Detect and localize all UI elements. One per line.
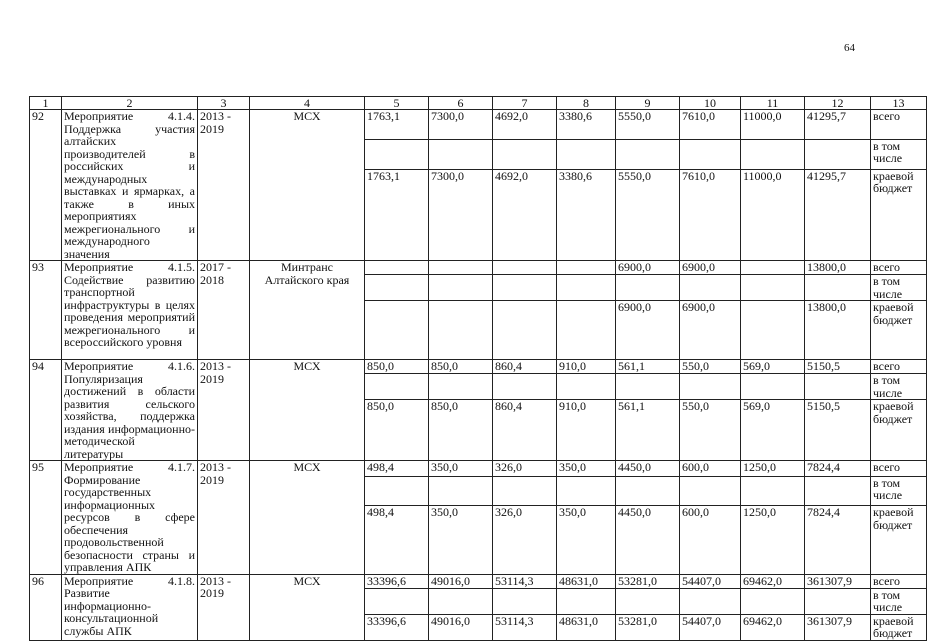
row-number: 94 [30,360,62,461]
amount-cell: 910,0 [557,360,616,374]
amount-cell: 1250,0 [741,461,805,477]
amount-cell: 53281,0 [616,614,680,640]
period-cell: 2013 - 2019 [198,574,250,640]
amount-cell [616,139,680,169]
amount-cell [741,301,805,360]
amount-cell [365,261,429,275]
amount-cell: 69462,0 [741,574,805,588]
amount-cell: 4692,0 [493,110,557,140]
funding-source-label: краевой бюджет [871,301,927,360]
amount-cell [429,139,493,169]
period-cell: 2013 - 2019 [198,110,250,261]
funding-source-label: всего [871,461,927,477]
amount-cell: 6900,0 [616,261,680,275]
amount-cell [493,261,557,275]
amount-cell: 361307,9 [805,614,871,640]
executor-cell: МСХ [250,110,365,261]
period-cell: 2013 - 2019 [198,461,250,575]
column-number-header: 9 [616,97,680,110]
amount-cell [429,374,493,400]
amount-cell [616,374,680,400]
measure-description: Мероприятие 4.1.5. Содействие развитию транспортной инфраструктуры в целях проведения мероприятий межрегионального и всероссийского уровня [62,261,198,360]
amount-cell [429,476,493,506]
amount-cell [616,275,680,301]
amount-cell [493,476,557,506]
amount-cell: 326,0 [493,506,557,574]
amount-cell [557,301,616,360]
funding-source-label: в том числе [871,139,927,169]
funding-source-label: краевой бюджет [871,506,927,574]
amount-cell [557,588,616,614]
table-header-row [30,97,927,110]
amount-cell: 600,0 [680,506,741,574]
amount-cell [616,476,680,506]
amount-cell: 5150,5 [805,360,871,374]
amount-cell: 850,0 [429,360,493,374]
amount-cell: 53114,3 [493,574,557,588]
amount-cell: 48631,0 [557,574,616,588]
amount-cell: 850,0 [365,400,429,461]
amount-cell [365,275,429,301]
table-row [30,574,927,588]
amount-cell [429,261,493,275]
amount-cell [557,476,616,506]
amount-cell [680,275,741,301]
amount-cell: 350,0 [429,506,493,574]
measure-description: Мероприятие 4.1.7. Формирование государственных информационных ресурсов в сфере обеспечения продовольственной безопасности страны и управления АПК [62,461,198,575]
amount-cell [557,261,616,275]
amount-cell: 7824,4 [805,506,871,574]
amount-cell: 53281,0 [616,574,680,588]
amount-cell: 1763,1 [365,110,429,140]
funding-source-label: в том числе [871,476,927,506]
funding-source-label: краевой бюджет [871,614,927,640]
amount-cell: 6900,0 [680,261,741,275]
amount-cell: 54407,0 [680,614,741,640]
amount-cell [365,374,429,400]
amount-cell: 33396,6 [365,574,429,588]
amount-cell: 7610,0 [680,110,741,140]
funding-source-label: в том числе [871,374,927,400]
amount-cell [741,275,805,301]
amount-cell: 350,0 [557,506,616,574]
column-number-header: 13 [871,97,927,110]
funding-source-label: краевой бюджет [871,169,927,260]
amount-cell: 561,1 [616,400,680,461]
funding-source-label: всего [871,110,927,140]
funding-source-label: всего [871,360,927,374]
amount-cell: 33396,6 [365,614,429,640]
amount-cell [429,588,493,614]
amount-cell: 6900,0 [680,301,741,360]
column-number-header: 12 [805,97,871,110]
amount-cell: 910,0 [557,400,616,461]
amount-cell [493,139,557,169]
amount-cell [680,139,741,169]
period-cell: 2013 - 2019 [198,360,250,461]
amount-cell: 361307,9 [805,574,871,588]
amount-cell [680,374,741,400]
amount-cell: 48631,0 [557,614,616,640]
amount-cell [680,588,741,614]
amount-cell [365,476,429,506]
table-row [30,461,927,477]
amount-cell: 13800,0 [805,301,871,360]
amount-cell: 498,4 [365,506,429,574]
amount-cell: 13800,0 [805,261,871,275]
amount-cell: 41295,7 [805,169,871,260]
amount-cell [680,476,741,506]
amount-cell: 550,0 [680,400,741,461]
executor-cell: Минтранс Алтайского края [250,261,365,360]
amount-cell: 350,0 [557,461,616,477]
amount-cell: 11000,0 [741,169,805,260]
amount-cell: 11000,0 [741,110,805,140]
amount-cell: 569,0 [741,360,805,374]
amount-cell: 54407,0 [680,574,741,588]
amount-cell: 49016,0 [429,614,493,640]
column-number-header: 2 [62,97,198,110]
executor-cell: МСХ [250,574,365,640]
amount-cell: 350,0 [429,461,493,477]
column-number-header: 5 [365,97,429,110]
amount-cell: 69462,0 [741,614,805,640]
column-number-header: 1 [30,97,62,110]
column-number-header: 10 [680,97,741,110]
amount-cell [365,139,429,169]
amount-cell: 860,4 [493,360,557,374]
amount-cell [805,476,871,506]
amount-cell: 550,0 [680,360,741,374]
amount-cell [557,374,616,400]
amount-cell: 1763,1 [365,169,429,260]
amount-cell [741,588,805,614]
column-number-header: 11 [741,97,805,110]
page-number: 64 [844,42,855,54]
amount-cell [493,374,557,400]
amount-cell: 600,0 [680,461,741,477]
measure-description: Мероприятие 4.1.6. Популяризация достижений в области развития сельского хозяйства, поддержка издания информационно-методической литературы [62,360,198,461]
column-number-header: 3 [198,97,250,110]
amount-cell: 7300,0 [429,169,493,260]
table-row [30,360,927,374]
amount-cell: 569,0 [741,400,805,461]
executor-cell: МСХ [250,360,365,461]
funding-source-label: всего [871,574,927,588]
amount-cell: 7300,0 [429,110,493,140]
amount-cell: 5150,5 [805,400,871,461]
amount-cell: 498,4 [365,461,429,477]
measure-description: Мероприятие 4.1.8. Развитие информационно-консультационной службы АПК [62,574,198,640]
amount-cell [805,139,871,169]
amount-cell [741,261,805,275]
amount-cell [557,275,616,301]
funding-source-label: в том числе [871,275,927,301]
amount-cell: 5550,0 [616,110,680,140]
table-row [30,261,927,275]
row-number: 95 [30,461,62,575]
amount-cell: 561,1 [616,360,680,374]
amount-cell [557,139,616,169]
row-number: 96 [30,574,62,640]
funding-source-label: краевой бюджет [871,400,927,461]
amount-cell: 326,0 [493,461,557,477]
column-number-header: 4 [250,97,365,110]
amount-cell: 3380,6 [557,169,616,260]
amount-cell: 49016,0 [429,574,493,588]
amount-cell [805,374,871,400]
amount-cell: 7824,4 [805,461,871,477]
amount-cell [365,301,429,360]
amount-cell: 3380,6 [557,110,616,140]
amount-cell: 41295,7 [805,110,871,140]
amount-cell [805,588,871,614]
funding-source-label: всего [871,261,927,275]
amount-cell: 7610,0 [680,169,741,260]
amount-cell [741,139,805,169]
table-row [30,110,927,140]
amount-cell [493,588,557,614]
executor-cell: МСХ [250,461,365,575]
amount-cell [741,476,805,506]
amount-cell: 53114,3 [493,614,557,640]
amount-cell: 4692,0 [493,169,557,260]
amount-cell [429,275,493,301]
column-number-header: 6 [429,97,493,110]
amount-cell [805,275,871,301]
amount-cell: 4450,0 [616,506,680,574]
amount-cell [493,275,557,301]
funding-table [29,96,927,641]
column-number-header: 8 [557,97,616,110]
amount-cell [616,588,680,614]
row-number: 93 [30,261,62,360]
amount-cell: 1250,0 [741,506,805,574]
period-cell: 2017 - 2018 [198,261,250,360]
amount-cell: 850,0 [365,360,429,374]
column-number-header: 7 [493,97,557,110]
amount-cell: 850,0 [429,400,493,461]
amount-cell: 6900,0 [616,301,680,360]
measure-description: Мероприятие 4.1.4. Поддержка участия алтайских производителей в российских и международных выставках и ярмарках, а также в иных мероприятиях межрегионального и международного значения [62,110,198,261]
funding-source-label: в том числе [871,588,927,614]
amount-cell [493,301,557,360]
amount-cell: 5550,0 [616,169,680,260]
amount-cell: 860,4 [493,400,557,461]
amount-cell [429,301,493,360]
amount-cell [365,588,429,614]
amount-cell [741,374,805,400]
row-number: 92 [30,110,62,261]
amount-cell: 4450,0 [616,461,680,477]
